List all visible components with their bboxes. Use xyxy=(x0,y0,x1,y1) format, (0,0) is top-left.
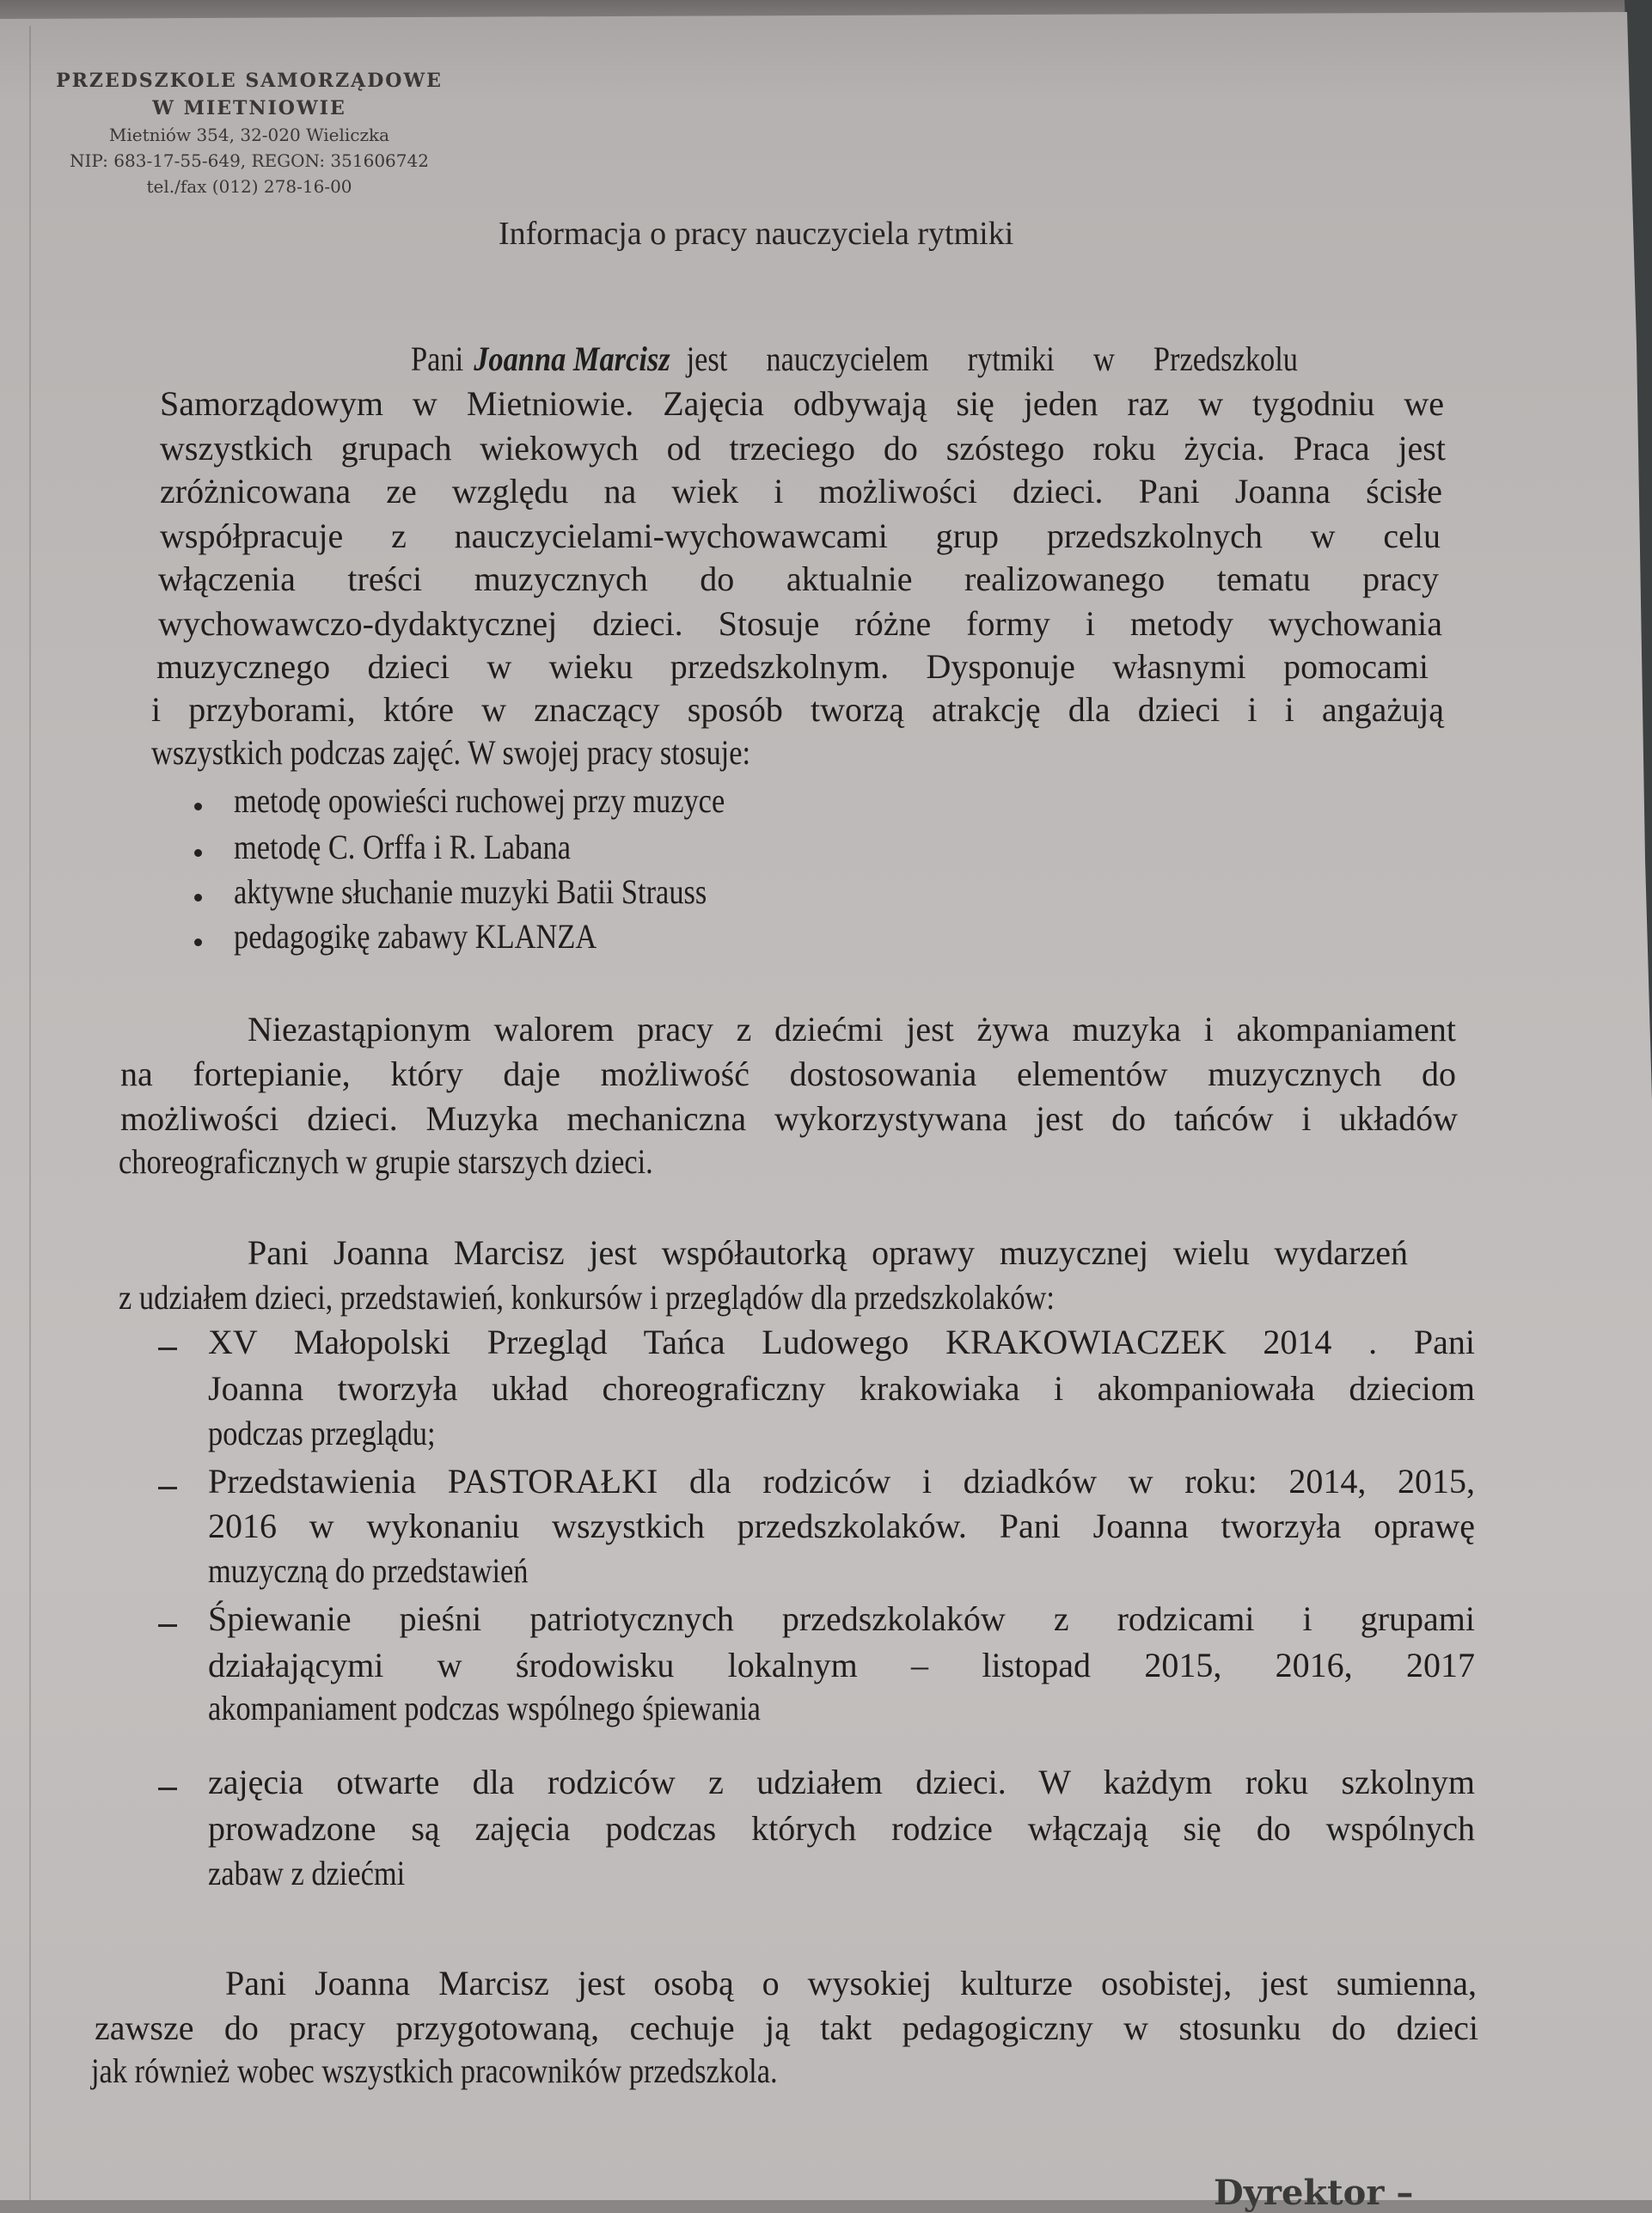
event-text-line: muzyczną do przedstawień xyxy=(208,1551,529,1590)
paragraph-line: zróżnicowana ze względu na wiek i możliwości dzieci. Pani Joanna ścisłe xyxy=(160,472,1442,510)
letterhead-address: Mietniów 354, 32-020 Wieliczka xyxy=(108,125,390,145)
paragraph-line: Pani Joanna Marcisz jest osobą o wysokiej kulturze osobistej, jest sumienna, xyxy=(225,1964,1477,2002)
letterhead-phone: tel./fax (012) 278-16-00 xyxy=(146,176,352,197)
dash-bullet-icon xyxy=(158,1487,177,1489)
paragraph-line: możliwości dzieci. Muzyka mechaniczna wykorzystywana jest do tańców i układów xyxy=(120,1099,1458,1138)
event-text-line: Przedstawienia PASTORAŁKI dla rodziców i dziadków w roku: 2014, 2015, xyxy=(208,1462,1475,1501)
letterhead-ids: NIP: 683-17-55-649, REGON: 351606742 xyxy=(70,150,429,171)
letterhead-name-line2: W MIETNIOWIE xyxy=(152,97,346,119)
method-text: metodę opowieści ruchowej przy muzyce xyxy=(234,781,725,820)
paragraph-line: choreograficznych w grupie starszych dzieci. xyxy=(119,1142,653,1181)
event-text-line: Śpiewanie pieśni patriotycznych przedszkolaków z rodzicami i grupami xyxy=(208,1599,1475,1638)
underlying-sheet-edge xyxy=(29,26,31,2200)
paragraph-line: Niezastąpionym walorem pracy z dziećmi jest żywa muzyka i akompaniament xyxy=(248,1010,1456,1048)
event-text-line: XV Małopolski Przegląd Tańca Ludowego KRAKOWIACZEK 2014 . Pani xyxy=(208,1323,1475,1361)
bullet-icon xyxy=(194,849,202,857)
event-text-line: prowadzone są zajęcia podczas których rodzice włączają się do wspólnych xyxy=(208,1809,1475,1848)
paragraph-line: wychowawczo-dydaktycznej dzieci. Stosuje różne formy i metody wychowania xyxy=(158,604,1442,643)
method-text: pedagogikę zabawy KLANZA xyxy=(234,917,597,956)
event-text-line: zabaw z dziećmi xyxy=(208,1854,406,1892)
paragraph-line: wszystkich grupach wiekowych od trzeciego do szóstego roku życia. Praca jest xyxy=(160,429,1446,468)
paragraph-line: wszystkich podczas zajęć. W swojej pracy stosuje: xyxy=(151,733,751,772)
paragraph1-prefix: Pani xyxy=(411,339,464,378)
bullet-icon xyxy=(194,894,202,902)
paragraph-line: Samorządowym w Mietniowie. Zajęcia odbywają się jeden raz w tygodniu we xyxy=(160,384,1444,423)
event-text-line: akompaniament podczas wspólnego śpiewania xyxy=(208,1689,761,1727)
event-text-line: 2016 w wykonaniu wszystkich przedszkolaków. Pani Joanna tworzyła oprawę xyxy=(208,1507,1475,1545)
paragraph1-first-rest: jest nauczycielem rytmiki w Przedszkolu xyxy=(686,339,1298,378)
letterhead-stamp xyxy=(34,67,464,199)
paragraph-line: włączenia treści muzycznych do aktualnie realizowanego tematu pracy xyxy=(158,559,1439,598)
director-stamp: Dyrektor – xyxy=(1214,2173,1414,2213)
event-text-line: zajęcia otwarte dla rodziców z udziałem dzieci. W każdym roku szkolnym xyxy=(208,1763,1475,1801)
document-title: Informacja o pracy nauczyciela rytmiki xyxy=(499,216,1014,252)
dash-bullet-icon xyxy=(158,1624,177,1627)
dash-bullet-icon xyxy=(158,1348,177,1350)
paragraph-line: współpracuje z nauczycielami-wychowawcami grup przedszkolnych w celu xyxy=(160,517,1441,555)
letterhead-name-line1: PRZEDSZKOLE SAMORZĄDOWE xyxy=(56,70,443,92)
paragraph-line: i przyborami, które w znaczący sposób tworzą atrakcję dla dzieci i i angażują xyxy=(151,690,1444,729)
teacher-name: Joanna Marcisz xyxy=(474,339,670,378)
event-text-line: działającymi w środowisku lokalnym – listopad 2015, 2016, 2017 xyxy=(208,1646,1475,1684)
bullet-icon xyxy=(194,938,202,946)
method-text: aktywne słuchanie muzyki Batii Strauss xyxy=(234,872,707,911)
method-text: metodę C. Orffa i R. Labana xyxy=(234,828,571,866)
event-text-line: Joanna tworzyła układ choreograficzny krakowiaka i akompaniowała dzieciom xyxy=(208,1369,1475,1408)
paragraph-line: na fortepianie, który daje możliwość dostosowania elementów muzycznych do xyxy=(120,1055,1456,1093)
paragraph-line: z udziałem dzieci, przedstawień, konkursów i przeglądów dla przedszkolaków: xyxy=(119,1278,1055,1317)
bullet-icon xyxy=(194,803,202,810)
event-text-line: podczas przeglądu; xyxy=(208,1414,436,1452)
paragraph-line: jak również wobec wszystkich pracowników przedszkola. xyxy=(91,2051,778,2090)
paragraph1-first-line xyxy=(411,339,1298,379)
paragraph-line: Pani Joanna Marcisz jest współautorką oprawy muzycznej wielu wydarzeń xyxy=(248,1233,1408,1272)
dash-bullet-icon xyxy=(158,1788,177,1790)
paragraph-line: zawsze do pracy przygotowaną, cechuje ją takt pedagogiczny w stosunku do dzieci xyxy=(95,2008,1478,2047)
paragraph-line: muzycznego dzieci w wieku przedszkolnym. Dysponuje własnymi pomocami xyxy=(156,647,1429,686)
